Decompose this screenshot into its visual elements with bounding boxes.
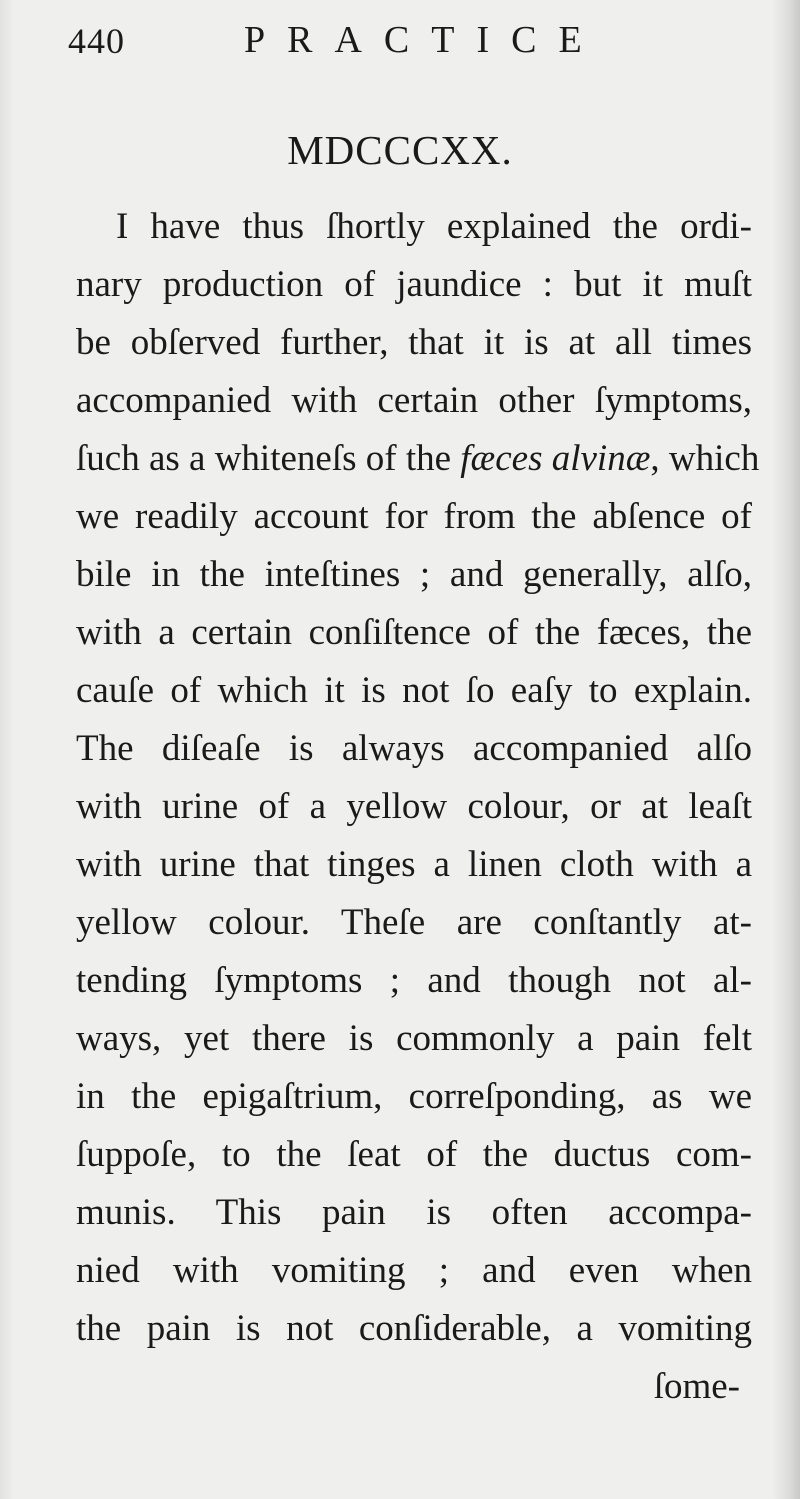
text-line: nied with vomiting ; and even when <box>76 1250 752 1291</box>
text-line: tending ſymptoms ; and though not al- <box>76 960 752 1001</box>
page-number: 440 <box>68 21 125 61</box>
text-line: nary production of jaundice : but it muſt <box>76 264 752 305</box>
text-line: ways, yet there is commonly a pain felt <box>76 1018 752 1059</box>
text-line: with urine of a yellow colour, or at leaſt <box>76 786 752 827</box>
text-line: be obſerved further, that it is at all times <box>76 322 752 363</box>
text-line <box>76 430 760 488</box>
text-line: ſuppoſe, to the ſeat of the ductus com- <box>76 1134 752 1175</box>
text-line-end: , which <box>650 438 760 479</box>
italic-term: fæces alvinæ <box>460 438 651 479</box>
text-line: with a certain conſiſtence of the fæces, the <box>76 612 752 653</box>
text-line: I have thus ſhortly explained the ordi- <box>116 206 752 247</box>
body-text <box>76 198 760 1416</box>
catchword: ſome- <box>653 1366 740 1407</box>
page-edge-shadow <box>772 0 800 1499</box>
running-title: PRACTICE <box>244 19 604 61</box>
text-line: cauſe of which it is not ſo eaſy to explain. <box>76 670 752 711</box>
text-line: the pain is not conſiderable, a vomiting <box>76 1308 752 1349</box>
text-line: The diſeaſe is always accompanied alſo <box>76 728 752 769</box>
page-gutter-shadow <box>0 0 14 1499</box>
running-head <box>68 14 738 68</box>
text-line: munis. This pain is often accompa- <box>76 1192 752 1233</box>
text-line: we readily account for from the abſence of <box>76 496 752 537</box>
text-line: accompanied with certain other ſymptoms, <box>76 380 752 421</box>
section-number: MDCCCXX. <box>287 127 513 173</box>
text-line: with urine that tinges a linen cloth with a <box>76 844 752 885</box>
text-line: in the epigaſtrium, correſponding, as we <box>76 1076 752 1117</box>
text-line: bile in the inteſtines ; and generally, alſo, <box>76 554 752 595</box>
text-line-start: ſuch as a whiteneſs of the <box>76 438 461 479</box>
text-line: yellow colour. Theſe are conſtantly at- <box>76 902 752 943</box>
